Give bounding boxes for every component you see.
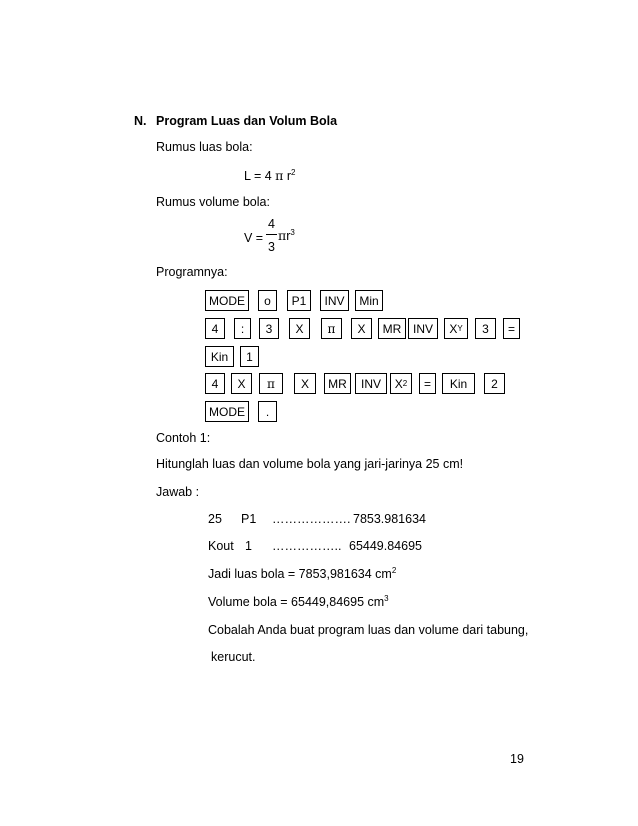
key-multiply: X [294, 373, 316, 394]
key-2: 2 [484, 373, 505, 394]
area-formula [244, 167, 296, 183]
key-mode: MODE [205, 401, 249, 422]
key-o: o [258, 290, 277, 311]
key-multiply: X [289, 318, 310, 339]
key-pi: π [321, 318, 342, 339]
key-multiply: X [231, 373, 252, 394]
key-pi: π [259, 373, 283, 394]
key-inv: INV [320, 290, 349, 311]
fraction-bar [266, 234, 277, 235]
task-line-1: Cobalah Anda buat program luas dan volume dari tabung, [208, 623, 529, 637]
volume-result-text: Volume bola = 65449,84695 cm [208, 595, 385, 609]
key-mr: MR [324, 373, 351, 394]
key-x-base: X [449, 321, 458, 336]
calc-line-2-dots: …………….. [272, 539, 342, 553]
luas-result [208, 565, 397, 581]
key-mr: MR [378, 318, 406, 339]
key-equals: = [419, 373, 436, 394]
area-formula-exp: 2 [291, 167, 296, 177]
volume-formula-label: Rumus volume bola: [156, 195, 270, 209]
luas-result-exp: 2 [391, 565, 397, 575]
key-4: 4 [205, 373, 225, 394]
key-inv: INV [355, 373, 387, 394]
volume-fraction-numerator: 4 [268, 217, 275, 231]
area-formula-var: r [286, 169, 292, 183]
volume-fraction-denominator: 3 [268, 240, 275, 254]
example-question: Hitunglah luas dan volume bola yang jari-jarinya 25 cm! [156, 457, 464, 471]
answer-label: Jawab : [156, 485, 200, 499]
calc-line-2-result: 65449.84695 [349, 539, 422, 553]
volume-formula-lhs: V = [244, 231, 264, 245]
key-1: 1 [240, 346, 259, 367]
pi-symbol: π [278, 228, 287, 243]
key-kin: Kin [205, 346, 234, 367]
key-3: 3 [475, 318, 496, 339]
area-formula-label: Rumus luas bola: [156, 140, 253, 154]
key-mode: MODE [205, 290, 249, 311]
key-x-squared: X 2 [390, 373, 412, 394]
key-equals: = [503, 318, 520, 339]
volume-result-exp: 3 [384, 593, 389, 603]
volume-formula-rhs [278, 227, 295, 243]
key-dot: . [258, 401, 277, 422]
key-inv: INV [408, 318, 438, 339]
volume-formula-exp: 3 [290, 227, 295, 237]
key-multiply: X [351, 318, 372, 339]
calc-line-2-key: Kout [208, 539, 234, 553]
example-title: Contoh 1: [156, 431, 211, 445]
calc-line-1-input: 25 [208, 512, 222, 526]
volume-formula-var: r [286, 229, 291, 243]
key-min: Min [355, 290, 383, 311]
key-p1: P1 [287, 290, 311, 311]
calc-line-2-input: 1 [245, 539, 252, 553]
key-x-power-y: X Y [444, 318, 468, 339]
section-letter: N. [134, 114, 147, 128]
key-x-base: X [394, 376, 403, 391]
calc-line-1-key: P1 [241, 512, 257, 526]
page-number: 19 [510, 752, 524, 766]
luas-result-text: Jadi luas bola = 7853,981634 cm [208, 567, 392, 581]
key-3: 3 [259, 318, 279, 339]
calc-line-1-result: 7853.981634 [353, 512, 426, 526]
volume-result [208, 593, 389, 609]
task-line-2: kerucut. [211, 650, 256, 664]
pi-symbol: π [275, 168, 284, 183]
key-kin: Kin [442, 373, 475, 394]
key-divide: : [234, 318, 251, 339]
key-4: 4 [205, 318, 225, 339]
program-label: Programnya: [156, 265, 228, 279]
section-title: Program Luas dan Volum Bola [156, 114, 338, 128]
calc-line-1-dots: ………………. [272, 512, 351, 526]
area-formula-lhs: L = 4 [244, 169, 272, 183]
